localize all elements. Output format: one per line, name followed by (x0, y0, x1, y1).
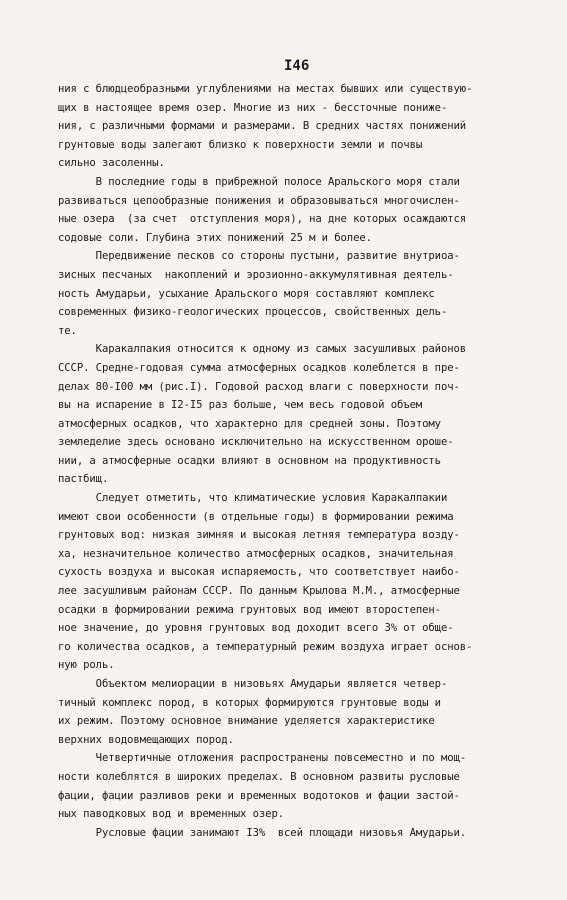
text-line: сильно засоленны. (58, 157, 165, 170)
text-line: лее засушливым районам СССР. По данным Крылова М.М., атмосферные (58, 585, 460, 598)
text-line: имеют свои особенности (в отдельные годы) в формировании режима (58, 510, 454, 523)
text-line: щих в настоящее время озер. Многие из них - бессточные пониже- (58, 101, 448, 114)
text-line: нии, а атмосферные осадки влияют в основном на продуктивность (58, 454, 441, 467)
text-line: ность Амударьи, усыхание Аральского моря составляют комплекс (58, 287, 435, 300)
text-line: их режим. Поэтому основное внимание уделяется характеристике (58, 715, 435, 728)
text-line: ния с блюдцеобразными углублениями на местах бывших или существую- (58, 83, 473, 95)
text-line: ности колеблятся в широких пределах. В основном развиты русловые (58, 770, 460, 783)
text-line: Следует отметить, что климатические условия Каракалпакии (58, 492, 448, 505)
text-line: осадки в формировании режима грунтовых вод имеют второстепен- (58, 603, 441, 616)
text-line: зисных песчаных накоплений и эрозионно-аккумулятивная деятель- (58, 268, 454, 281)
text-line: ное значение, до уровня грунтовых вод доходит всего 3% от обще- (58, 622, 454, 635)
text-line: современных физико-геологических процессов, свойственных дель- (58, 306, 448, 319)
text-line: ных паводковых вод и временных озер. (58, 808, 285, 821)
text-line: ную роль. (58, 659, 115, 672)
text-line: атмосферных осадков, что характерно для средней зоны. Поэтому (58, 417, 441, 430)
text-line: пастбищ. (58, 473, 109, 486)
text-line: земледелие здесь основано исключительно на искусственном ороше- (58, 436, 454, 449)
text-line: грунтовые воды залегают близко к поверхности земли и почвы (58, 138, 423, 151)
text-line: Объектом мелиорации в низовьях Амударьи является четвер- (58, 678, 448, 690)
text-line: ные озера (за счет отступления моря), на дне которых осаждаются (58, 213, 467, 226)
text-line: сухость воздуха и высокая испаряемость, что соответствует наибо- (58, 566, 460, 579)
text-line: го количества осадков, а температурный режим воздуха играет основ- (58, 640, 473, 653)
text-line: ния, с различными формами и размерами. В средних частях понижений (58, 120, 467, 133)
text-line: Передвижение песков со стороны пустыни, развитие внутриоа- (58, 250, 460, 263)
page-number: I46 (284, 58, 310, 74)
text-line: грунтовых вод: низкая зимняя и высокая летняя температура возду- (58, 529, 460, 542)
text-line: делах 80-I00 мм (рис.I). Годовой расход влаги с поверхности поч- (58, 380, 460, 393)
text-line: СССР. Средне-годовая сумма атмосферных осадков колеблется в пре- (58, 361, 460, 374)
body-text (58, 80, 538, 842)
text-line: Четвертичные отложения распространены повсеместно и по мощ- (58, 752, 467, 765)
text-line: Каракалпакия относится к одному из самых засушливых районов (58, 343, 467, 356)
text-line: те. (58, 324, 77, 337)
text-line: фации, фации разливов реки и временных водотоков и фации застой- (58, 789, 460, 802)
text-line: В последние годы в прибрежной полосе Аральского моря стали (58, 175, 460, 188)
text-line: Русловые фации занимают I3% всей площади низовья Амударьи. (58, 826, 467, 839)
text-line: вы на испарение в I2-I5 раз больше, чем весь годовой объем (58, 399, 423, 412)
text-line: тичный комплекс пород, в которых формируются грунтовые воды и (58, 696, 441, 709)
text-line: содовые соли. Глубина этих понижений 25 м и более. (58, 231, 372, 244)
text-line: верхних водовмещающих пород. (58, 733, 234, 746)
text-line: развиваться цепообразные понижения и образовываться многочислен- (58, 194, 460, 207)
text-line: ха, незначительное количество атмосферных осадков, значительная (58, 547, 454, 560)
